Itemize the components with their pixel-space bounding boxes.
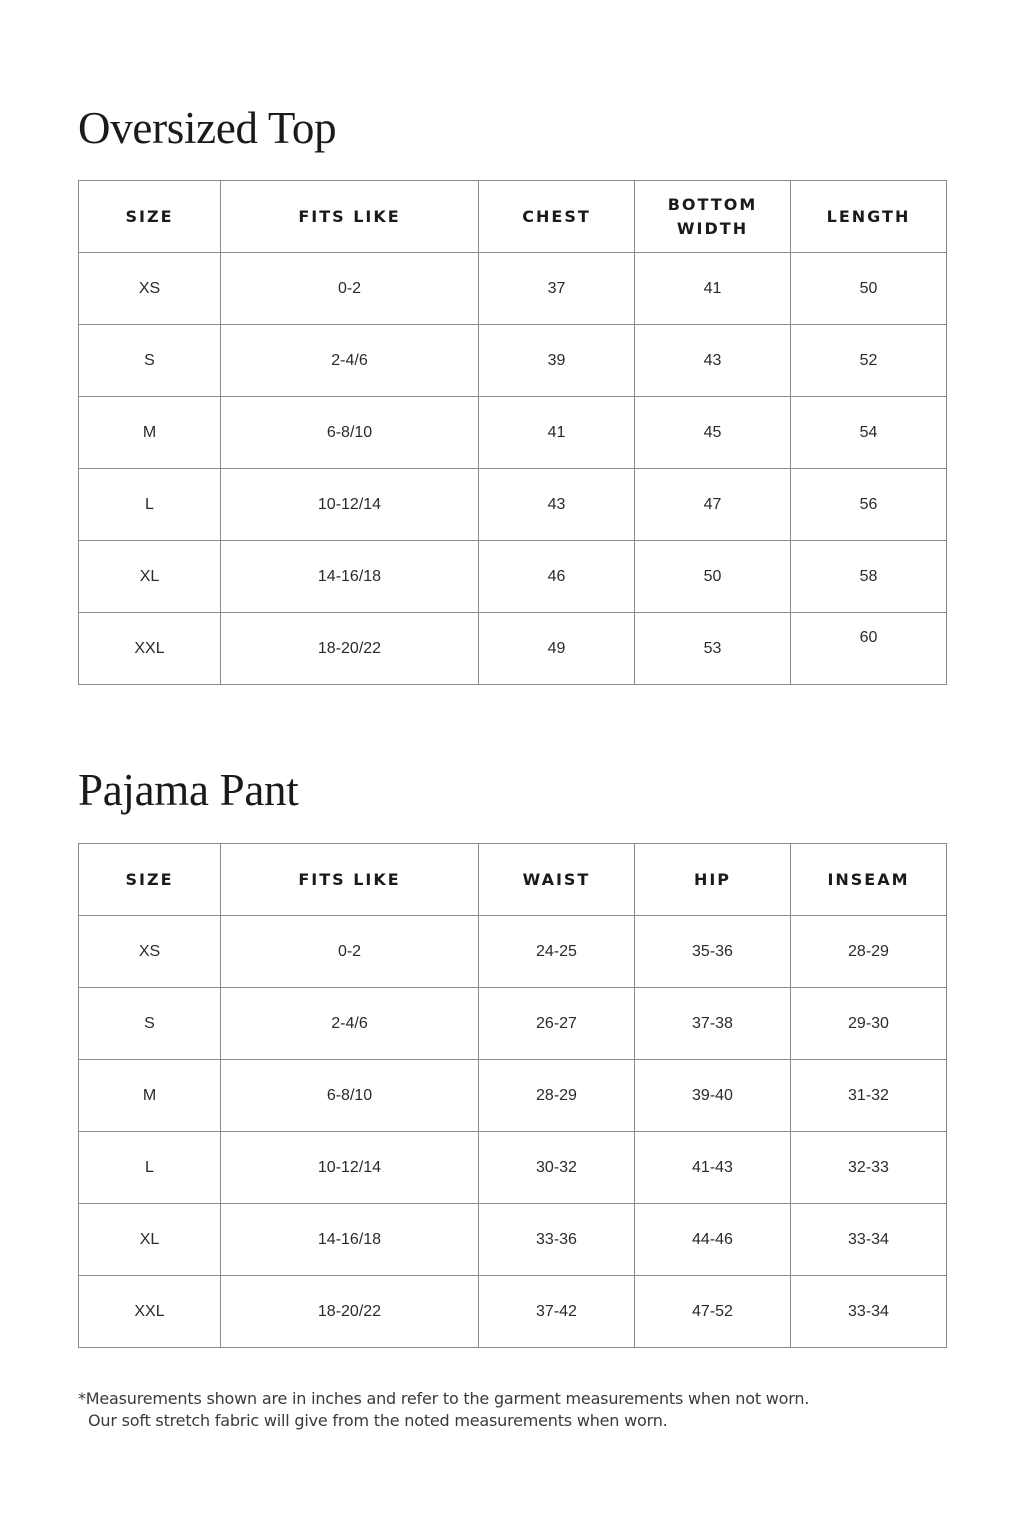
cell-hip: 44-46	[635, 1204, 791, 1276]
table-row	[79, 988, 947, 1060]
cell-bottom-width: 43	[635, 325, 791, 397]
header-inseam: INSEAM	[791, 844, 947, 916]
table-row	[79, 916, 947, 988]
footnote-line-1: *Measurements shown are in inches and refer to the garment measurements when not worn.	[78, 1389, 810, 1408]
cell-chest: 46	[479, 541, 635, 613]
table-row	[79, 325, 947, 397]
table-row	[79, 1204, 947, 1276]
cell-fits-like: 10-12/14	[221, 1132, 479, 1204]
table-row	[79, 1132, 947, 1204]
cell-waist: 30-32	[479, 1132, 635, 1204]
oversized-top-title: Oversized Top	[78, 103, 337, 153]
cell-size: L	[79, 469, 221, 541]
header-size: SIZE	[79, 181, 221, 253]
measurements-footnote	[78, 1388, 809, 1432]
cell-length: 58	[791, 541, 947, 613]
cell-size: XL	[79, 541, 221, 613]
cell-length: 52	[791, 325, 947, 397]
cell-fits-like: 18-20/22	[221, 613, 479, 685]
cell-fits-like: 0-2	[221, 253, 479, 325]
table-row	[79, 397, 947, 469]
cell-waist: 33-36	[479, 1204, 635, 1276]
table-row	[79, 1060, 947, 1132]
table-header-row	[79, 844, 947, 916]
cell-bottom-width: 45	[635, 397, 791, 469]
cell-waist: 26-27	[479, 988, 635, 1060]
cell-fits-like: 14-16/18	[221, 1204, 479, 1276]
table-row	[79, 541, 947, 613]
cell-size: XS	[79, 253, 221, 325]
cell-length-value: 60	[859, 628, 878, 646]
cell-waist: 28-29	[479, 1060, 635, 1132]
table-row	[79, 253, 947, 325]
table-row	[79, 469, 947, 541]
cell-length: 50	[791, 253, 947, 325]
cell-hip: 37-38	[635, 988, 791, 1060]
footnote-line-2: Our soft stretch fabric will give from the noted measurements when worn.	[88, 1411, 668, 1430]
table-row	[79, 613, 947, 685]
cell-chest: 49	[479, 613, 635, 685]
cell-size: XXL	[79, 613, 221, 685]
cell-chest: 41	[479, 397, 635, 469]
cell-inseam: 28-29	[791, 916, 947, 988]
cell-hip: 39-40	[635, 1060, 791, 1132]
cell-chest: 39	[479, 325, 635, 397]
header-fits-like: FITS LIKE	[221, 181, 479, 253]
cell-fits-like: 18-20/22	[221, 1276, 479, 1348]
cell-bottom-width: 47	[635, 469, 791, 541]
cell-fits-like: 0-2	[221, 916, 479, 988]
table-row	[79, 1276, 947, 1348]
header-length: LENGTH	[791, 181, 947, 253]
cell-fits-like: 2-4/6	[221, 988, 479, 1060]
cell-inseam: 33-34	[791, 1276, 947, 1348]
cell-size: M	[79, 397, 221, 469]
cell-fits-like: 6-8/10	[221, 397, 479, 469]
cell-bottom-width: 50	[635, 541, 791, 613]
cell-waist: 24-25	[479, 916, 635, 988]
cell-hip: 35-36	[635, 916, 791, 988]
cell-size: M	[79, 1060, 221, 1132]
cell-chest: 43	[479, 469, 635, 541]
cell-length: 54	[791, 397, 947, 469]
cell-size: XL	[79, 1204, 221, 1276]
header-waist: WAIST	[479, 844, 635, 916]
cell-fits-like: 6-8/10	[221, 1060, 479, 1132]
cell-inseam: 32-33	[791, 1132, 947, 1204]
oversized-top-size-table	[78, 180, 947, 685]
cell-inseam: 31-32	[791, 1060, 947, 1132]
cell-hip: 41-43	[635, 1132, 791, 1204]
cell-length: 56	[791, 469, 947, 541]
cell-length	[791, 613, 947, 685]
header-hip: HIP	[635, 844, 791, 916]
cell-hip: 47-52	[635, 1276, 791, 1348]
cell-size: XXL	[79, 1276, 221, 1348]
header-size: SIZE	[79, 844, 221, 916]
cell-fits-like: 2-4/6	[221, 325, 479, 397]
cell-size: XS	[79, 916, 221, 988]
cell-inseam: 29-30	[791, 988, 947, 1060]
cell-inseam: 33-34	[791, 1204, 947, 1276]
cell-size: S	[79, 325, 221, 397]
cell-fits-like: 10-12/14	[221, 469, 479, 541]
header-fits-like: FITS LIKE	[221, 844, 479, 916]
pajama-pant-size-table	[78, 843, 947, 1348]
pajama-pant-title: Pajama Pant	[78, 765, 299, 815]
cell-waist: 37-42	[479, 1276, 635, 1348]
table-header-row	[79, 181, 947, 253]
header-bottom-width: BOTTOM WIDTH	[635, 181, 791, 253]
cell-bottom-width: 53	[635, 613, 791, 685]
cell-chest: 37	[479, 253, 635, 325]
cell-size: S	[79, 988, 221, 1060]
cell-bottom-width: 41	[635, 253, 791, 325]
cell-fits-like: 14-16/18	[221, 541, 479, 613]
cell-size: L	[79, 1132, 221, 1204]
header-chest: CHEST	[479, 181, 635, 253]
